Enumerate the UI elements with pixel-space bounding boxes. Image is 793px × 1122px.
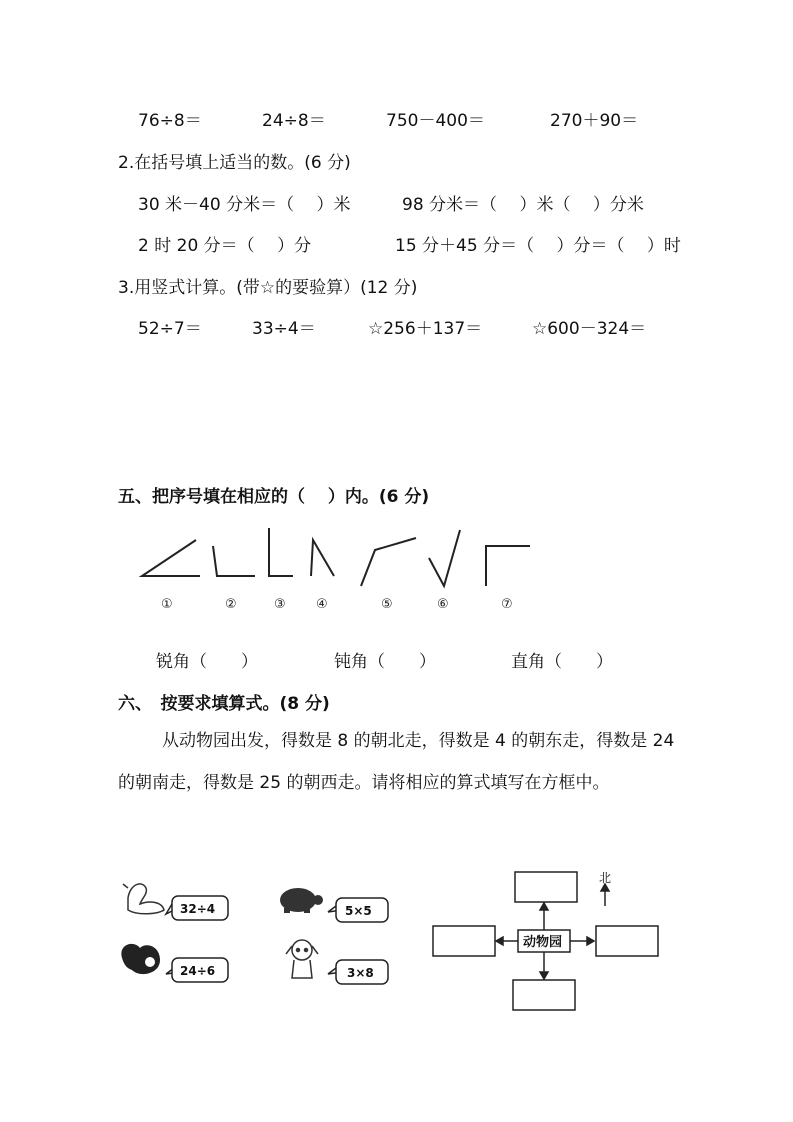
calc-item: 52÷7＝ (138, 319, 202, 339)
direction-map (0, 860, 793, 1020)
fill-item: 2 时 20 分＝（ ）分 (138, 236, 312, 256)
angle-label-5: ⑤ (381, 597, 393, 612)
fill-item: 30 米－40 分米＝（ ）米 (138, 195, 351, 215)
calc-item: 33÷4＝ (252, 319, 316, 339)
answer-obtuse: 钝角（ ） (334, 652, 436, 672)
north-box (515, 872, 577, 902)
north-label: 北 (599, 871, 612, 885)
angle-1 (142, 540, 200, 576)
angle-7 (486, 546, 530, 586)
card-3-text: 24÷6 (180, 964, 216, 978)
angles-figure (0, 520, 793, 640)
calc-item: 750－400＝ (386, 111, 485, 131)
angle-6 (429, 530, 460, 586)
fill-item: 98 分米＝（ ）米（ ）分米 (402, 195, 644, 215)
card-2-text: 5×5 (345, 904, 372, 918)
zoo-label: 动物园 (523, 935, 563, 950)
angle-label-4: ④ (316, 597, 328, 612)
section-5-title: 五、把序号填在相应的（ ）内。(6 分) (118, 487, 430, 507)
calc-item: 76÷8＝ (138, 111, 202, 131)
angle-3 (269, 528, 293, 576)
question-2-title: 2.在括号填上适当的数。(6 分) (118, 153, 351, 173)
west-box (433, 926, 495, 956)
calc-item: 270＋90＝ (550, 111, 639, 131)
answer-acute: 锐角（ ） (156, 652, 258, 672)
question-3-title: 3.用竖式计算。(带☆的要验算）(12 分) (118, 278, 418, 298)
section-6-paragraph (118, 720, 678, 804)
answer-right: 直角（ ） (511, 652, 613, 672)
angle-label-2: ② (225, 597, 237, 612)
card-4-text: 3×8 (347, 966, 374, 980)
calc-item: ☆256＋137＝ (368, 319, 483, 339)
angle-label-1: ① (161, 597, 173, 612)
south-box (513, 980, 575, 1010)
calc-item: ☆600－324＝ (532, 319, 647, 339)
angle-2 (213, 546, 255, 576)
angle-5 (361, 538, 416, 586)
fill-item: 15 分＋45 分＝（ ）分＝（ ）时 (395, 236, 681, 256)
card-1-text: 32÷4 (180, 902, 216, 916)
angle-label-7: ⑦ (501, 597, 513, 612)
east-box (596, 926, 658, 956)
paragraph-text: 从动物园出发，得数是 8 的朝北走，得数是 4 的朝东走，得数是 24 的朝南走，得数是 25 的朝西走。请将相应的算式填写在方框中。 (118, 731, 675, 793)
angle-label-3: ③ (274, 597, 286, 612)
angle-4 (311, 540, 334, 576)
calc-item: 24÷8＝ (262, 111, 326, 131)
angle-label-6: ⑥ (437, 597, 449, 612)
section-6-title: 六、 按要求填算式。(8 分) (118, 694, 330, 714)
